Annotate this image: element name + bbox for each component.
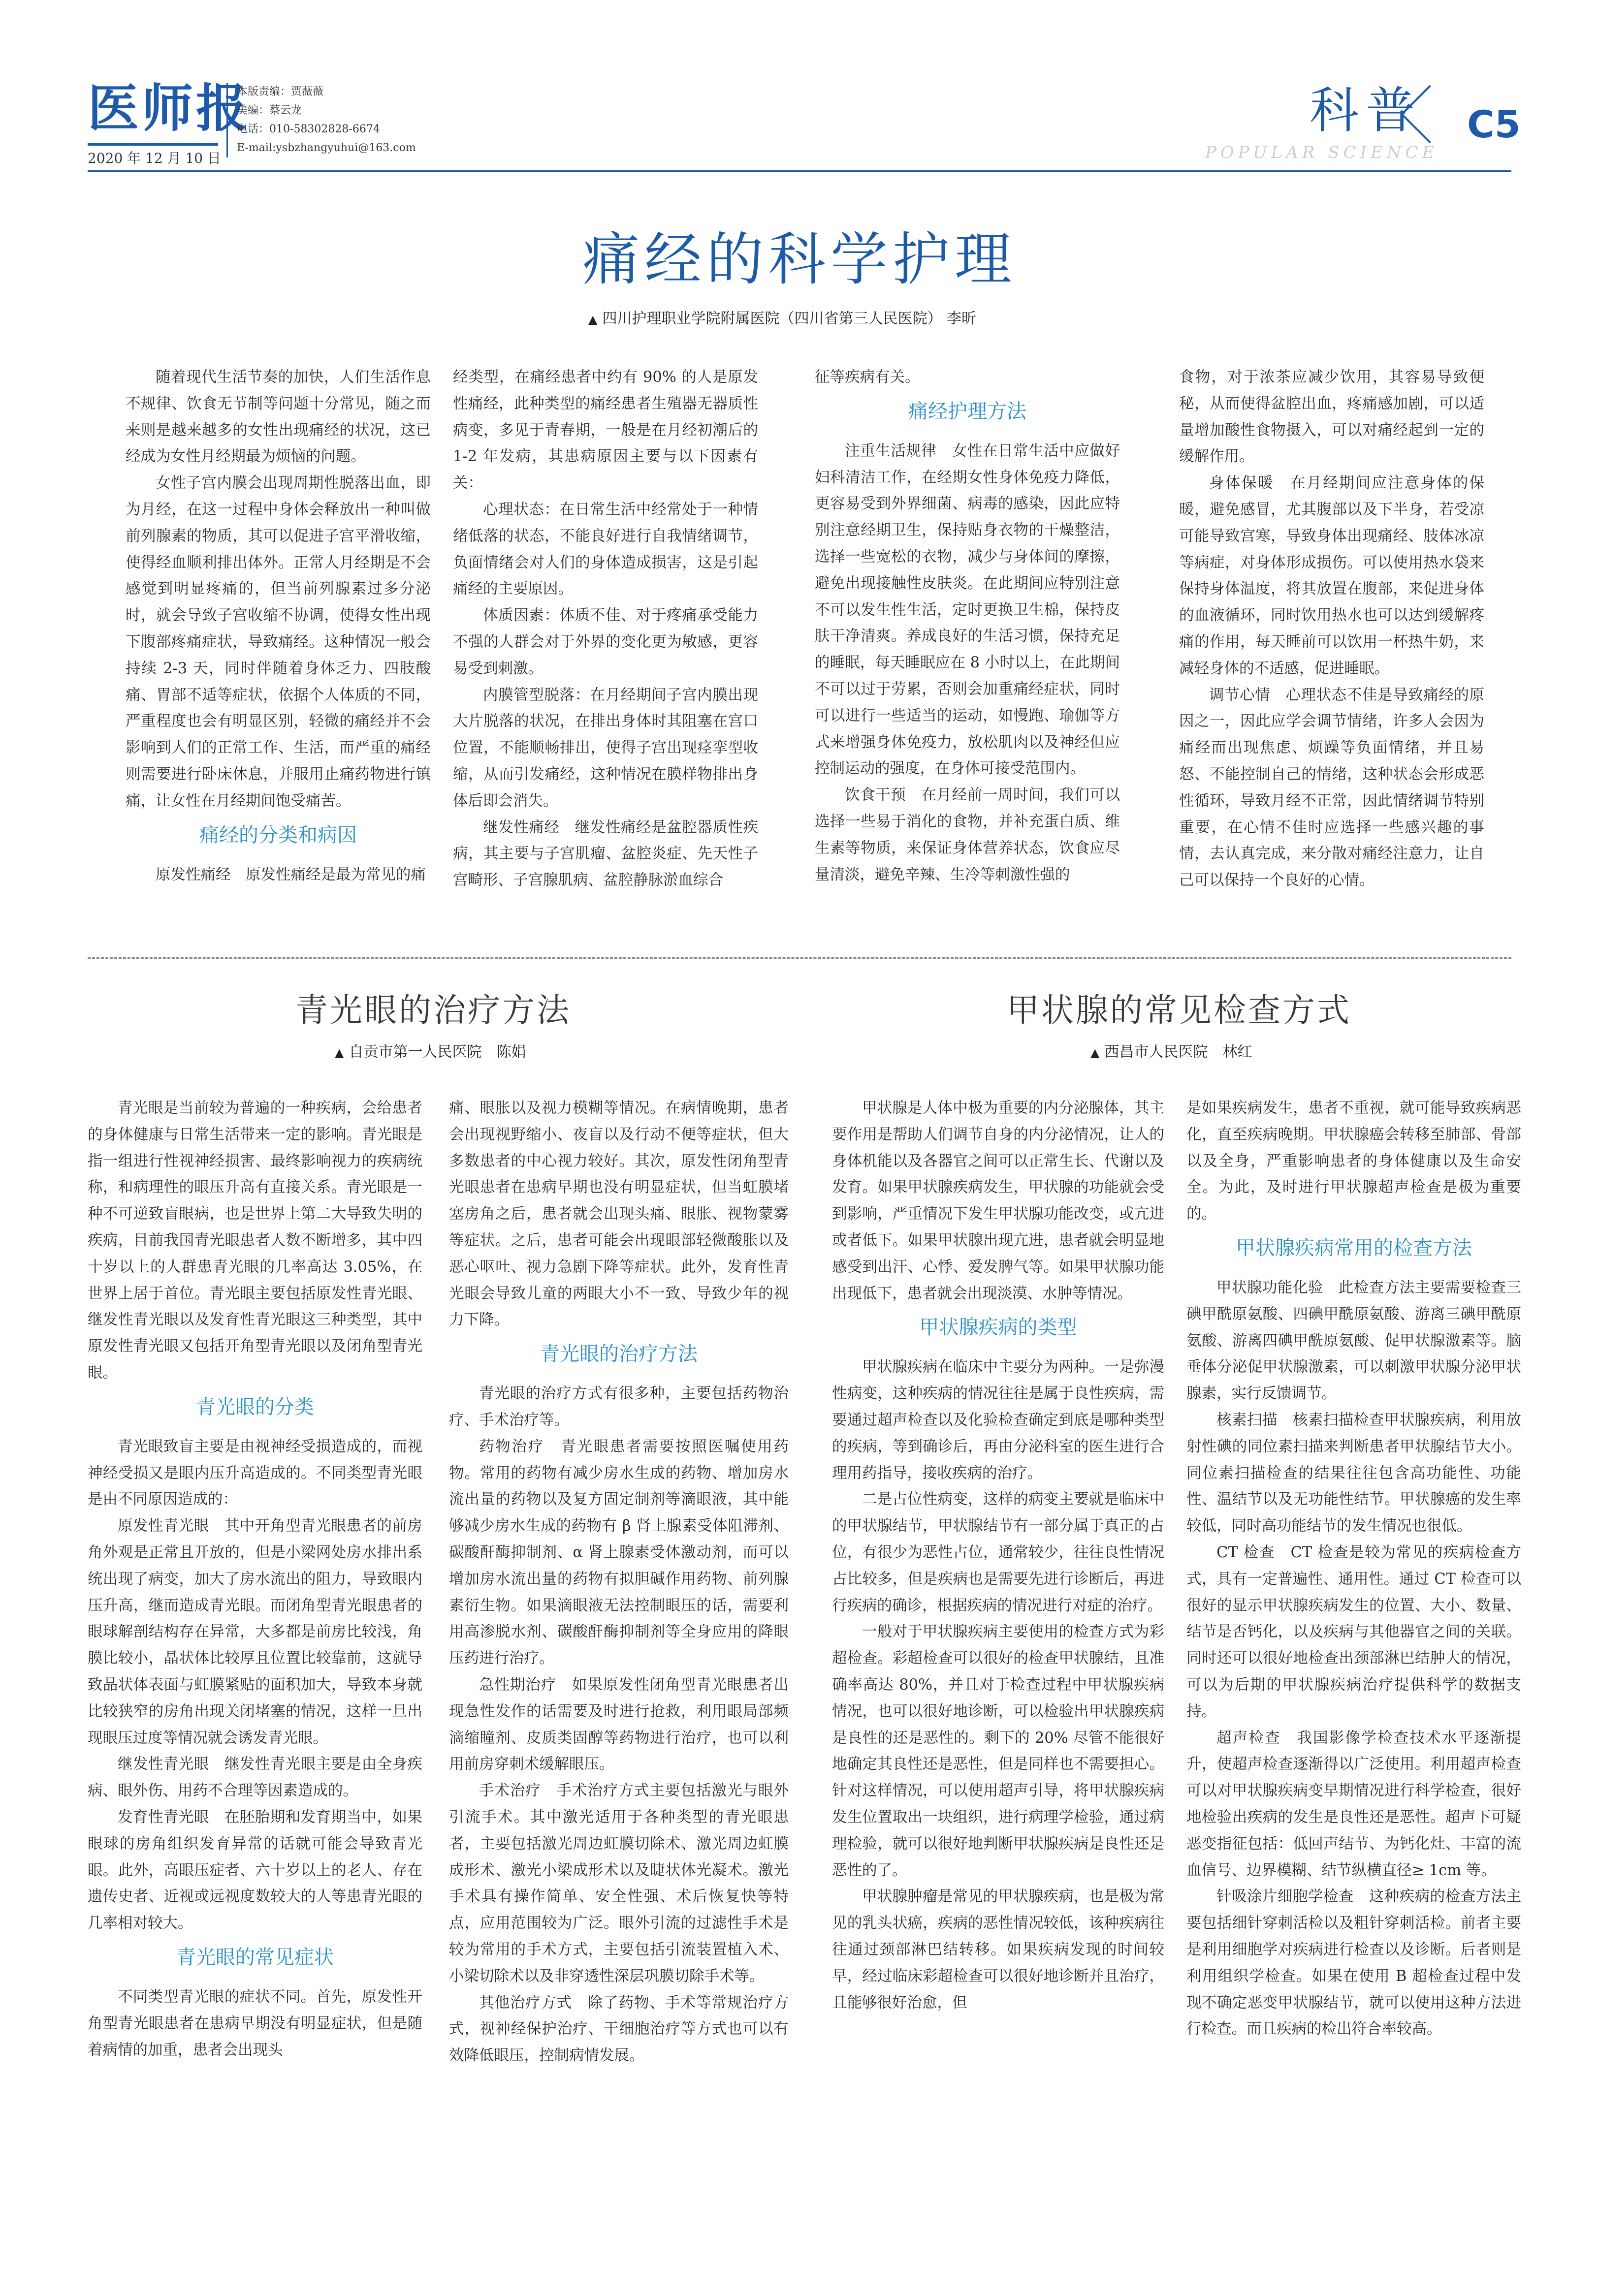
section-heading: 青光眼的分类 [196, 1395, 314, 1418]
paragraph: 内膜管型脱落：在月经期间子宫内膜出现大片脱落的状况，在排出身体时其阻塞在宫口位置，不能顺畅排出，使得子宫出现痉挛型收缩，从而引发痛经，这种情况在膜样物排出身体后即会消失。 [453, 686, 758, 810]
paragraph: 经类型，在痛经患者中约有 90% 的人是原发性痛经，此种类型的痛经患者生殖器无器质性病变，多见于青春期，一般是在月经初潮后的 1-2 年发病，其患病原因主要与以下因素有关： [453, 369, 758, 492]
paragraph: 超声检查 我国影像学检查技术水平逐渐提升，使超声检查逐渐得以广泛使用。利用超声检查可以对甲状腺疾病变早期情况进行科学检查，很好地检验出疾病的发生是良性还是恶性。超声下可疑恶变指征包括：低回声结节、为钙化灶、丰富的流血信号、边界模糊、结节纵横直径≥ 1cm 等。 [1186, 1729, 1521, 1879]
paragraph: 痛、眼胀以及视力模糊等情况。在病情晚期，患者会出现视野缩小、夜盲以及行动不便等症状，但大多数患者的中心视力较好。其次，原发性闭角型青光眼患者在患病早期也没有明显症状，但当虹膜堵塞房角之后，患者就会出现头痛、眼胀、视物蒙雾等症状。之后，患者可能会出现眼部轻微酸胀以及恶心呕吐、视力急剧下降等症状。此外，发育性青光眼会导致儿童的两眼大小不一致、导致少年的视力下降。 [449, 1100, 789, 1329]
paragraph: CT 检查 CT 检查是较为常见的疾病检查方式，具有一定普遍性、通用性。通过 CT 检查可以很好的显示甲状腺疾病发生的位置、大小、数量、结节是否钙化，以及疾病与其他器官之间的关联。同时还可以很好地检查出颈部淋巴结肿大的情况，可以为后期的甲状腺疾病治疗提供科学的数据支持。 [1186, 1543, 1521, 1720]
triangle-up-icon: ▲ [588, 313, 598, 326]
section-name-en: POPULAR SCIENCE [1205, 143, 1439, 162]
logo-underline [88, 143, 218, 146]
section-heading: 青光眼的常见症状 [176, 1946, 334, 1969]
paragraph: 二是占位性病变，这样的病变主要就是临床中的甲状腺结节，甲状腺结节有一部分属于真正的占位，有很少为恶性占位，通常较少，往往良性情况占比较多，但是疾病也是需要先进行诊断后，再进行疾病的确诊，根据疾病的情况进行对症的治疗。 [832, 1491, 1164, 1614]
editor-line: 本版责编：贾薇薇 [237, 86, 324, 98]
article-byline-dysmenorrhea [588, 306, 976, 328]
paragraph: 注重生活规律 女性在日常生活中应做好妇科清洁工作，在经期女性身体免疫力降低，更容易受到外界细菌、病毒的感染，因此应特别注意经期卫生，保持贴身衣物的干燥整洁，选择一些宽松的衣物，减少与身体间的摩擦，避免出现接触性皮肤炎。在此期间应特别注意不可以发生性生活，定时更换卫生棉，保持皮肤干净清爽。养成良好的生活习惯，保持充足的睡眠，每天睡眠应在 8 小时以上，在此期间不可以过于劳累，否则会加重痛经症状，同时可以进行一些适当的运动，如慢跑、瑜伽等方式来增强身体免疫力，放松肌肉以及神经但应控制运动的强度，在身体可接受范围内。 [815, 442, 1120, 778]
article-title-thyroid: 甲状腺的常见检查方式 [1007, 991, 1351, 1029]
paragraph: 随着现代生活节奏的加快，人们生活作息不规律、饮食无节制等问题十分常见，随之而来则是越来越多的女性出现痛经的状况，这已经成为女性月经期最为烦恼的问题。 [126, 369, 431, 466]
page-number: C5 [1467, 102, 1521, 146]
paragraph: 调节心情 心理状态不佳是导致痛经的原因之一，因此应学会调节情绪，许多人会因为痛经而出现焦虑、烦躁等负面情绪，并且易怒、不能控制自己的情绪，这种状态会形成恶性循环，导致月经不正常，因此情绪调节特别重要，在心情不佳时应选择一些感兴趣的事情，去认真完成，来分散对痛经注意力，让自己可以保持一个良好的心情。 [1179, 686, 1484, 889]
paragraph: 甲状腺肿瘤是常见的甲状腺疾病，也是极为常见的乳头状癌，疾病的恶性情况较低，该种疾病往往通过颈部淋巴结转移。如果疾病发现的时间较早，经过临床彩超检查可以很好地诊断并且治疗，且能够很好治愈，但 [832, 1888, 1164, 2012]
paragraph: 女性子宫内膜会出现周期性脱落出血，即为月经，在这一过程中身体会释放出一种叫做前列腺素的物质，其可以促进子宫平滑收缩，使得经血顺利排出体外。正常人月经期是不会感觉到明显疼痛的，但当前列腺素过多分泌时，就会导致子宫收缩不协调，使得女性出现下腹部疼痛症状，导致痛经。这种情况一般会持续 2-3 天，同时伴随着身体乏力、四肢酸痛、胃部不适等症状，依据个人体质的不同，严重程度也会有明显区别，轻微的痛经并不会影响到人们的正常工作、生活，而严重的痛经则需要进行卧床休息，并服用止痛药物进行镇痛，让女性在月经期间饱受痛苦。 [126, 474, 431, 810]
triangle-up-icon: ▲ [1090, 1046, 1100, 1060]
article2-column-2 [449, 1095, 789, 2276]
article1-column-1 [126, 364, 431, 935]
byline-text: 四川护理职业学院附属医院（四川省第三人民医院） 李昕 [602, 310, 977, 327]
article1-column-4 [1179, 364, 1484, 935]
paragraph: 一般对于甲状腺疾病主要使用的检查方式为彩超检查。彩超检查可以很好的检查甲状腺结，且准确率高达 80%，并且对于检查过程中甲状腺疾病情况，也可以很好地诊断，可以检验出甲状腺疾病是良性的还是恶性的。剩下的 20% 尽管不能很好地确定其良性还是恶性，但是同样也不需要担心。针对这样情况，可以使用超声引导，将甲状腺疾病发生位置取出一块组织，进行病理学检验，通过病理检验，就可以很好地判断甲状腺疾病是良性还是恶性的了。 [832, 1623, 1164, 1879]
paragraph: 原发性青光眼 其中开角型青光眼患者的前房角外观是正常且开放的，但是小梁网处房水排出系统出现了病变，加大了房水流出的阻力，导致眼内压升高，继而造成青光眼。而闭角型青光眼患者的眼球解剖结构存在异常，大多都是前房比较浅，角膜比较小，晶状体比较厚且位置比较靠前，这就导致晶状体表面与虹膜紧贴的面积加大，导致本身就比较狭窄的房角出现关闭堵塞的情况，这样一旦出现眼压过度等情况就会诱发青光眼。 [88, 1517, 422, 1747]
paragraph: 征等疾病有关。 [815, 369, 920, 386]
paragraph: 核素扫描 核素扫描检查甲状腺疾病，利用放射性碘的同位素扫描来判断患者甲状腺结节大小。同位素扫描检查的结果往往包含高功能性、功能性、温结节以及无功能性结节。甲状腺癌的发生率较低，同时高功能结节的发生情况也很低。 [1186, 1411, 1521, 1535]
issue-date: 2020 年 12 月 10 日 [88, 150, 222, 166]
article-byline-glaucoma [335, 1039, 526, 1061]
paragraph: 药物治疗 青光眼患者需要按照医嘱使用药物。常用的药物有减少房水生成的药物、增加房水流出量的药物以及复方固定制剂等滴眼液，其中能够减少房水生成的药物有 β 肾上腺素受体阻滞剂、碳酸酐酶抑制剂、α 肾上腺素受体激动剂，而可以增加房水流出量的药物有拟胆碱作用药物、前列腺素衍生物。如果滴眼液无法控制眼压的话，需要利用高渗脱水剂、碳酸酐酶抑制剂等全身应用的降眼压药进行治疗。 [449, 1438, 789, 1667]
designer-line: 美编：蔡云龙 [237, 104, 302, 117]
article1-column-2 [453, 364, 758, 935]
paragraph: 发育性青光眼 在胚胎期和发育期当中，如果眼球的房角组织发育异常的话就可能会导致青光眼。此外，高眼压症者、六十岁以上的老人、存在遗传史者、近视或远视度数较大的人等患青光眼的几率相对较大。 [88, 1808, 422, 1932]
section-name: 科普 [1310, 82, 1422, 139]
paragraph: 饮食干预 在月经前一周时间，我们可以选择一些易于消化的食物，并补充蛋白质、维生素等物质，来保证身体营养状态，饮食应尽量清淡，避免辛辣、生冷等刺激性强的 [815, 786, 1120, 883]
section-heading: 青光眼的治疗方法 [540, 1343, 698, 1366]
paragraph: 青光眼是当前较为普遍的一种疾病，会给患者的身体健康与日常生活带来一定的影响。青光眼是指一组进行性视神经损害、最终影响视力的疾病统称，和病理性的眼压升高有直接关系。青光眼是一种不可逆致盲眼病，也是世界上第二大导致失明的疾病，目前我国青光眼患者人数不断增多，其中四十岁以上的人群患青光眼的几率高达 3.05%，在世界上居于首位。青光眼主要包括原发性青光眼、继发性青光眼以及发育性青光眼这三种类型，其中原发性青光眼又包括开角型青光眼以及闭角型青光眼。 [88, 1100, 422, 1382]
paragraph: 继发性青光眼 继发性青光眼主要是由全身疾病、眼外伤、用药不合理等因素造成的。 [88, 1756, 422, 1800]
email-line: E-mail:ysbzhangyuhui@163.com [237, 142, 416, 154]
triangle-up-icon: ▲ [335, 1046, 344, 1060]
paragraph: 心理状态：在日常生活中经常处于一种情绪低落的状态，不能良好进行自我情绪调节，负面情绪会对人们的身体造成损害，这是引起痛经的主要原因。 [453, 501, 758, 598]
header-divider [88, 170, 1511, 172]
paragraph: 急性期治疗 如果原发性闭角型青光眼患者出现急性发作的话需要及时进行抢救，利用眼局部频滴缩瞳剂、皮质类固醇等药物进行治疗，也可以利用前房穿刺术缓解眼压。 [449, 1676, 789, 1773]
paragraph: 青光眼的治疗方式有很多种，主要包括药物治疗、手术治疗等。 [449, 1385, 789, 1429]
editorial-info [226, 83, 416, 157]
paragraph: 甲状腺是人体中极为重要的内分泌腺体，其主要作用是帮助人们调节自身的内分泌情况，让人的身体机能以及各器官之间可以正常生长、代谢以及发育。如果甲状腺疾病发生，甲状腺的功能就会受到影响，严重情况下发生甲状腺功能改变，或亢进或者低下。如果甲状腺出现亢进，患者就会明显地感受到出汗、心悸、爱发脾气等。如果甲状腺功能出现低下，患者就会出现淡漠、水肿等情况。 [832, 1100, 1164, 1302]
section-heading: 甲状腺疾病常用的检查方法 [1236, 1236, 1472, 1259]
paragraph: 原发性痛经 原发性痛经是最为常见的痛 [156, 866, 426, 883]
section-divider [88, 957, 1511, 959]
article-title-glaucoma: 青光眼的治疗方法 [295, 991, 571, 1029]
section-heading: 痛经护理方法 [908, 400, 1026, 423]
newspaper-logo: 医师报 [88, 78, 251, 138]
paragraph: 身体保暖 在月经期间应注意身体的保暖，避免感冒，尤其腹部以及下半身，若受凉可能导致宫寒，导致身体出现痛经、肢体冰凉等病症，对身体形成损伤。可以使用热水袋来保持身体温度，将其放置在腹部，来促进身体的血液循环，同时饮用热水也可以达到缓解疼痛的作用，每天睡前可以饮用一杯热牛奶，来减轻身体的不适感，促进睡眠。 [1179, 474, 1484, 677]
paragraph: 是如果疾病发生，患者不重视，就可能导致疾病恶化，直至疾病晚期。甲状腺癌会转移至肺部、骨部以及全身，严重影响患者的身体健康以及生命安全。为此，及时进行甲状腺超声检查是极为重要的。 [1186, 1100, 1521, 1223]
byline-text: 西昌市人民医院 林红 [1104, 1043, 1252, 1061]
paragraph: 针吸涂片细胞学检查 这种疾病的检查方法主要包括细针穿刺活检以及粗针穿刺活检。前者主要是利用细胞学对疾病进行检查以及诊断。后者则是利用组织学检查。如果在使用 B 超检查过程中发现不确定恶变甲状腺结节，就可以使用这种方法进行检查。而且疾病的检出符合率较高。 [1186, 1888, 1521, 2038]
paragraph: 甲状腺疾病在临床中主要分为两种。一是弥漫性病变，这种疾病的情况往往是属于良性疾病，需要通过超声检查以及化验检查确定到底是哪种类型的疾病，等到确诊后，再由分泌科室的医生进行合理用药指导，接收疾病的治疗。 [832, 1358, 1164, 1482]
paragraph: 甲状腺功能化验 此检查方法主要需要检查三碘甲酰原氨酸、四碘甲酰原氨酸、游离三碘甲酰原氨酸、游离四碘甲酰原氨酸、促甲状腺激素等。脑垂体分泌促甲状腺激素，可以刺激甲状腺分泌甲状腺素，实行反馈调节。 [1186, 1279, 1521, 1403]
paragraph: 体质因素：体质不佳、对于疼痛承受能力不强的人群会对于外界的变化更为敏感，更容易受到刺激。 [453, 607, 758, 677]
phone-line: 电话：010-58302828-6674 [237, 123, 380, 135]
article3-column-1 [832, 1095, 1164, 2276]
article3-column-2 [1186, 1095, 1521, 2276]
byline-text: 自贡市第一人民医院 陈娟 [349, 1043, 526, 1061]
paragraph: 青光眼致盲主要是由视神经受损造成的，而视神经受损又是眼内压升高造成的。不同类型青光眼是由不同原因造成的： [88, 1438, 422, 1509]
paragraph: 其他治疗方式 除了药物、手术等常规治疗方式，视神经保护治疗、干细胞治疗等方式也可以有效降低眼压，控制病情发展。 [449, 1994, 789, 2065]
article2-column-1 [88, 1095, 422, 2276]
paragraph: 继发性痛经 继发性痛经是盆腔器质性疾病，其主要与子宫肌瘤、盆腔炎症、先天性子宫畸形、子宫腺肌病、盆腔静脉淤血综合 [453, 818, 758, 889]
article1-column-3 [815, 364, 1120, 935]
article-title-dysmenorrhea: 痛经的科学护理 [582, 226, 1017, 293]
paragraph: 手术治疗 手术治疗方式主要包括激光与眼外引流手术。其中激光适用于各种类型的青光眼患者，主要包括激光周边虹膜切除术、激光周边虹膜成形术、激光小梁成形术以及睫状体光凝术。激光手术具有操作简单、安全性强、术后恢复快等特点，应用范围较为广泛。眼外引流的过滤性手术是较为常用的手术方式，主要包括引流装置植入术、小梁切除术以及非穿透性深层巩膜切除手术等。 [449, 1782, 789, 1985]
paragraph: 不同类型青光眼的症状不同。首先，原发性开角型青光眼患者在患病早期没有明显症状，但是随着病情的加重，患者会出现头 [88, 1988, 422, 2059]
paragraph: 食物，对于浓茶应减少饮用，其容易导致便秘，从而使得盆腔出血，疼痛感加剧，可以适量增加酸性食物摄入，可以对痛经起到一定的缓解作用。 [1179, 369, 1484, 466]
section-heading: 痛经的分类和病因 [199, 823, 357, 847]
article-byline-thyroid [1090, 1039, 1252, 1061]
section-heading: 甲状腺疾病的类型 [919, 1316, 1077, 1339]
